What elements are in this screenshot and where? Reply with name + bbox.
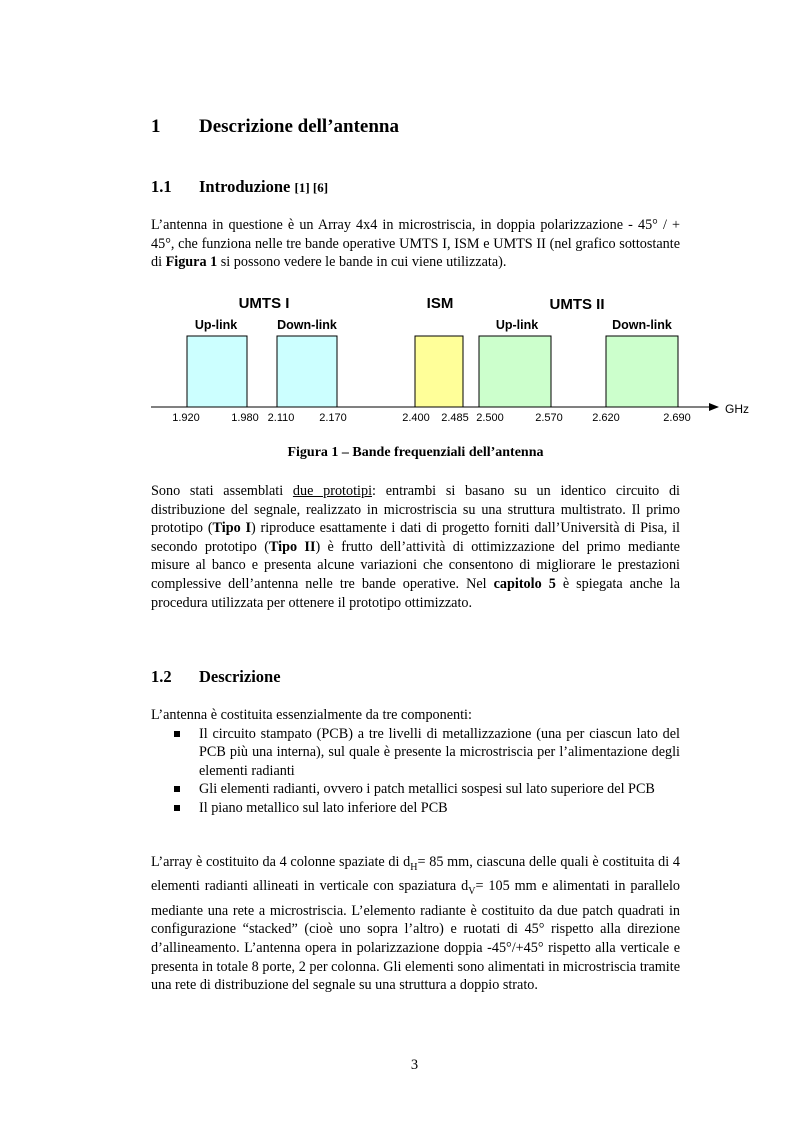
link-label-umts1-down: Down-link <box>277 318 337 332</box>
p2-text-5: è spiegata anche la procedura utilizzata per ottenere il prototipo ottimizzato. <box>151 575 680 611</box>
tick-label: 2.690 <box>663 412 691 424</box>
prototypes-paragraph <box>151 482 680 612</box>
tick-label: 2.500 <box>476 412 504 424</box>
intro-paragraph <box>151 216 680 272</box>
subsection-title-1-1 <box>199 177 328 197</box>
list-item-text: Gli elementi radianti, ovvero i patch metallici sospesi sul lato superiore del PCB <box>199 781 655 798</box>
tick-label: 1.980 <box>231 412 259 424</box>
array-paragraph <box>151 853 680 995</box>
group-label-umts1: UMTS I <box>238 295 290 312</box>
link-label-umts2-down: Down-link <box>612 318 672 332</box>
tick-label: 2.570 <box>535 412 563 424</box>
bullet-icon <box>174 805 180 811</box>
band-ism <box>415 336 463 407</box>
list-item-text: Il circuito stampato (PCB) a tre livelli di metallizzazione (una per ciascun lato del PCB più una interna), sul quale è presente la microstriscia per l’alimentazione degli elementi radianti <box>199 725 680 779</box>
list-item <box>151 780 680 799</box>
p2-text-3: ) riproduce esattamente i dati di progetto forniti dall’Università di Pisa, il secondo prototipo ( <box>151 520 680 555</box>
band-umts2-uplink <box>479 336 551 407</box>
section-title: Descrizione dell’antenna <box>199 116 400 137</box>
tick-label: 1.920 <box>172 412 200 424</box>
band-umts2-downlink <box>606 336 678 407</box>
references: [1] [6] <box>294 180 329 195</box>
p2-text-1: Sono stati assemblati <box>151 483 293 499</box>
axis-unit: GHz <box>725 402 749 416</box>
tick-label: 2.620 <box>592 412 620 424</box>
tick-label: 2.170 <box>319 412 347 424</box>
band-umts1-downlink <box>277 336 337 407</box>
subsection-number-1-2: 1.2 <box>151 667 172 686</box>
p3-text-1: L’array è costituito da 4 colonne spaziate di d <box>151 854 411 870</box>
tick-label: 2.110 <box>267 412 295 424</box>
list-item <box>151 799 680 818</box>
p2-text-4: ) è frutto dell’attività di ottimizzazione del primo mediante misure al banco e presenta alcune variazioni che consentono di migliorare le prestazioni complessive dell’antenna nelle tre bande operative. Nel <box>151 538 680 592</box>
subsection-title-text: Introduzione <box>199 177 291 196</box>
tick-label: 2.485 <box>441 412 469 424</box>
group-label-ism: ISM <box>426 295 454 312</box>
list-item-text: Il piano metallico sul lato inferiore del PCB <box>199 799 448 816</box>
p2-bold-tipo1: Tipo I <box>212 520 251 537</box>
page-number <box>0 1057 793 1074</box>
page-number-text: 3 <box>410 1057 419 1073</box>
subsection-number-1-1: 1.1 <box>151 177 172 196</box>
p3-text-2: = 85 mm, ciascuna delle quali è costituita di 4 elementi radianti allineati in verticale con spaziatura d <box>151 854 680 895</box>
p3-sub-v: V <box>468 886 476 898</box>
group-label-umts2: UMTS II <box>549 296 605 313</box>
section-number: 1 <box>151 116 161 137</box>
link-label-umts2-up: Up-link <box>495 318 539 332</box>
list-item <box>151 725 680 781</box>
figure-ref: Figura 1 <box>165 254 218 271</box>
tick-label: 2.400 <box>402 412 430 424</box>
subsection-title-1-2: Descrizione <box>199 667 281 686</box>
p2-bold-tipo2: Tipo II <box>268 538 316 555</box>
intro-text-1: L’antenna in questione è un Array 4x4 in microstriscia, in doppia polarizzazione - 45° / + 45°, che funziona nelle tre bande operative UMTS I, ISM e UMTS II (nel grafico sottostante di <box>151 217 680 271</box>
p3-text-3: = 105 mm e alimentati in parallelo mediante una rete a microstriscia. L’elemento radiante è costituito da due patch quadrati in configurazione “stacked” (cioè uno sopra l’altro) e ruotati di 45° rispetto alla direzione d’allineamento. L’antenna opera in polarizzazione doppia -45°/+45° rispetto alla verticale e presenta in totale 8 porte, 2 per colonna. Gli elementi sono alimentati in microstriscia tramite una rete di distribuzione del segnale su una struttura a doppio strato. <box>151 878 681 994</box>
bullet-icon <box>174 731 180 737</box>
bullet-icon <box>174 786 180 792</box>
components-intro: L’antenna è costituita essenzialmente da tre componenti: <box>151 707 472 723</box>
p2-underline: due prototipi <box>292 483 373 499</box>
link-label-umts1-up: Up-link <box>194 318 238 332</box>
components-list <box>151 706 680 818</box>
p3-sub-h: H <box>410 861 418 873</box>
p2-text-2: : entrambi si basano su un identico circuito di distribuzione del segnale, realizzato in microstriscia su una struttura multistrato. Il primo prototipo ( <box>151 483 680 537</box>
p2-bold-chapter: capitolo 5 <box>493 575 556 592</box>
band-umts1-uplink <box>187 336 247 407</box>
band-chart <box>140 285 760 430</box>
figure-caption: Figura 1 – Bande frequenziali dell’antenna <box>287 445 544 460</box>
intro-text-2: si possono vedere le bande in cui viene utilizzata). <box>217 254 507 271</box>
